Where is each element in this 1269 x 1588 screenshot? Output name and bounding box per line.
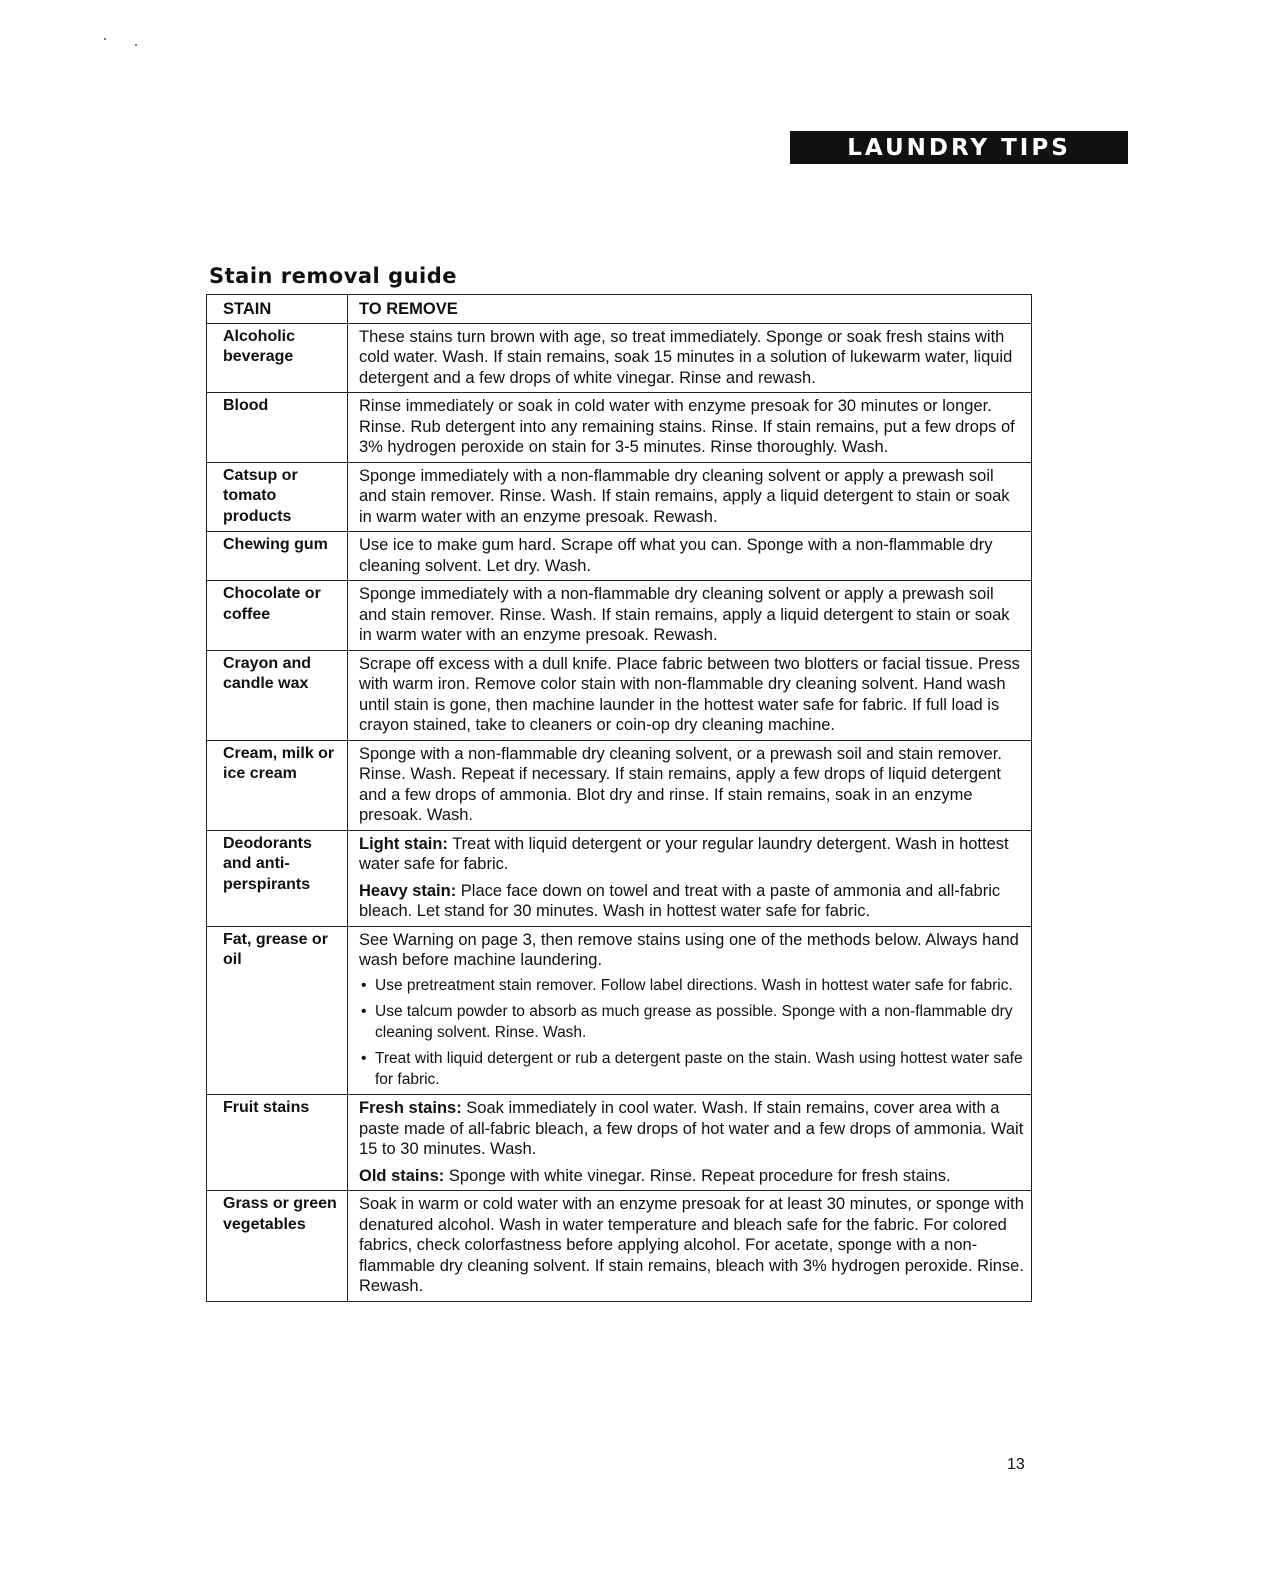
removal-instructions — [348, 830, 1032, 926]
section-banner: LAUNDRY TIPS — [790, 131, 1128, 164]
stain-name: Deodorants and anti-perspirants — [207, 830, 348, 926]
table-row — [207, 462, 1032, 532]
stain-name: Chewing gum — [207, 532, 348, 581]
stain-name: Grass or green vegetables — [207, 1191, 348, 1302]
instruction-text — [359, 1098, 1025, 1160]
column-header-to-remove: TO REMOVE — [348, 295, 1032, 324]
table-row — [207, 926, 1032, 1095]
stain-name: Crayon and candle wax — [207, 650, 348, 740]
instruction-body: Treat with liquid detergent or your regular laundry detergent. Wash in hottest water safe for fabric. — [359, 834, 1009, 873]
removal-instructions — [348, 1191, 1032, 1302]
table-row — [207, 1095, 1032, 1191]
removal-instructions — [348, 740, 1032, 830]
page-number: 13 — [1007, 1456, 1025, 1473]
table-row — [207, 1191, 1032, 1302]
method-list — [359, 976, 1025, 1091]
table-row — [207, 650, 1032, 740]
instruction-text: Use ice to make gum hard. Scrape off what you can. Sponge with a non-flammable dry cleaning solvent. Let dry. Wash. — [359, 536, 993, 575]
removal-instructions — [348, 650, 1032, 740]
instruction-text: These stains turn brown with age, so treat immediately. Sponge or soak fresh stains with cold water. Wash. If stain remains, soak 15 minutes in a solution of lukewarm water, liquid detergent and a few drops of white vinegar. Rinse and rewash. — [359, 327, 1013, 387]
instruction-text: Scrape off excess with a dull knife. Place fabric between two blotters or facial tissue. Press with warm iron. Remove color stain with non-flammable dry cleaning solvent. Hand wash until stain is gone, then machine launder in the hottest water safe for fabric. If full load is crayon stained, take to cleaners or coin-op dry cleaning machine. — [359, 654, 1020, 734]
table-row — [207, 393, 1032, 463]
instruction-body: Place face down on towel and treat with a paste of ammonia and all-fabric bleach. Let stand for 30 minutes. Wash in hottest water safe for fabric. — [359, 881, 1001, 920]
instruction-text: See Warning on page 3, then remove stains using one of the methods below. Always hand wash before machine laundering. — [359, 930, 1019, 969]
stain-name: Fat, grease or oil — [207, 926, 348, 1095]
stain-name: Chocolate or coffee — [207, 581, 348, 651]
instruction-text: Sponge immediately with a non-flammable dry cleaning solvent or apply a prewash soil and stain remover. Rinse. Wash. If stain remains, apply a liquid detergent to stain or soak in warm water with an enzyme presoak. Rewash. — [359, 585, 1010, 644]
removal-instructions — [348, 323, 1032, 393]
instruction-body: Sponge with white vinegar. Rinse. Repeat procedure for fresh stains. — [444, 1166, 951, 1185]
instruction-text — [359, 834, 1025, 875]
instruction-text — [359, 881, 1025, 922]
page-title: Stain removal guide — [209, 264, 458, 288]
removal-instructions — [348, 462, 1032, 532]
stain-name: Catsup or tomato products — [207, 462, 348, 532]
column-header-stain: STAIN — [207, 295, 348, 324]
instruction-body: Soak immediately in cool water. Wash. If stain remains, cover area with a paste made of all-fabric bleach, a few drops of hot water and a few drops of ammonia. Wait 15 to 30 minutes. Wash. — [359, 1099, 1024, 1158]
stain-name: Alcoholic beverage — [207, 323, 348, 393]
instruction-label: Light stain: — [359, 834, 448, 853]
removal-instructions — [348, 926, 1032, 1095]
scan-speck — [104, 38, 106, 40]
table-row — [207, 581, 1032, 651]
instruction-text: Sponge with a non-flammable dry cleaning solvent, or a prewash soil and stain remover. Rinse. Wash. Repeat if necessary. If stain remains, apply a few drops of liquid detergent and a few drops of ammonia. Blot dry and rinse. If stain remains, soak in an enzyme presoak. Wash. — [359, 744, 1002, 824]
removal-instructions — [348, 393, 1032, 463]
instruction-label: Heavy stain: — [359, 881, 457, 900]
stain-name: Fruit stains — [207, 1095, 348, 1191]
instruction-label: Fresh stains: — [359, 1099, 462, 1117]
table-row — [207, 323, 1032, 393]
list-item: • Treat with liquid detergent or rub a detergent paste on the stain. Wash using hottest water safe for fabric. — [359, 1049, 1025, 1090]
instruction-label: Old stains: — [359, 1166, 445, 1185]
instruction-text: Sponge immediately with a non-flammable dry cleaning solvent or apply a prewash soil and stain remover. Rinse. Wash. If stain remains, apply a liquid detergent to stain or soak in warm water with an enzyme presoak. Rewash. — [359, 466, 1010, 526]
stain-name: Cream, milk or ice cream — [207, 740, 348, 830]
stain-name: Blood — [207, 393, 348, 463]
table-row — [207, 740, 1032, 830]
removal-instructions — [348, 1095, 1032, 1191]
instruction-text — [359, 1166, 1025, 1187]
table-header-row — [207, 295, 1032, 324]
list-item: • Use talcum powder to absorb as much grease as possible. Sponge with a non-flammable dry cleaning solvent. Rinse. Wash. — [359, 1002, 1025, 1043]
instruction-text: Soak in warm or cold water with an enzyme presoak for at least 30 minutes, or sponge with denatured alcohol. Wash in water temperature and bleach safe for the fabric. For colored fabrics, check colorfastness before applying alcohol. For acetate, sponge with a non-flammable dry cleaning solvent. If stain remains, bleach with 3% hydrogen peroxide. Rinse. Rewash. — [359, 1195, 1024, 1295]
scan-speck — [135, 44, 137, 46]
stain-removal-table — [206, 294, 1032, 1302]
removal-instructions — [348, 532, 1032, 581]
table-row — [207, 532, 1032, 581]
table-row — [207, 830, 1032, 926]
removal-instructions — [348, 581, 1032, 651]
instruction-text: Rinse immediately or soak in cold water with enzyme presoak for 30 minutes or longer. Rinse. Rub detergent into any remaining stains. Rinse. If stain remains, put a few drops of 3% hydrogen peroxide on stain for 3-5 minutes. Rinse thoroughly. Wash. — [359, 397, 1015, 456]
list-item: • Use pretreatment stain remover. Follow label directions. Wash in hottest water safe for fabric. — [359, 976, 1025, 997]
